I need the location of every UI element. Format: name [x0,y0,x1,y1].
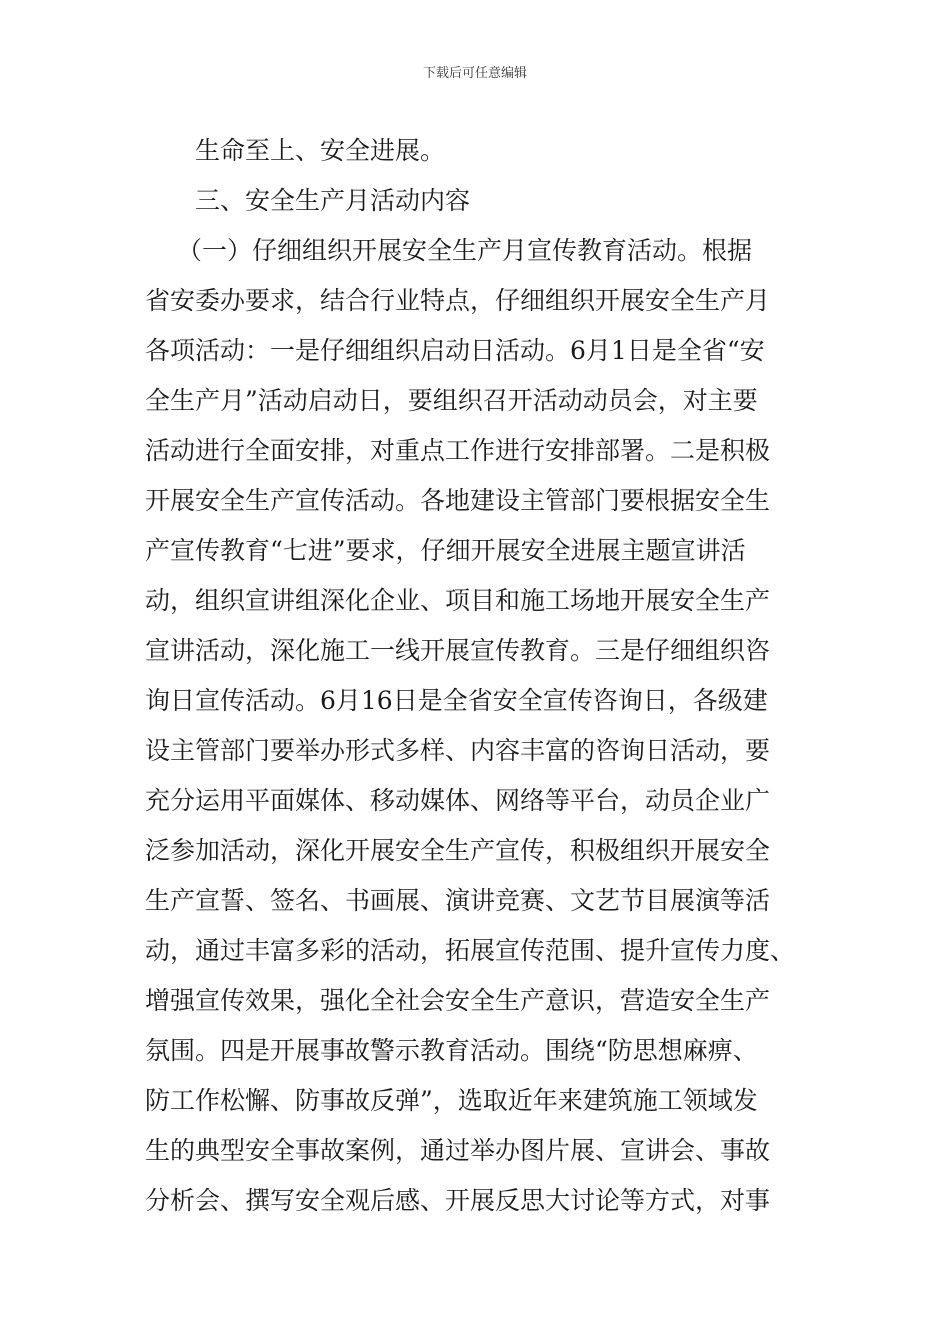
paragraph-line: 全生产月”活动启动日，要组织召开活动动员会，对主要 [145,386,758,415]
paragraph-line: 各项活动：一是仔细组织启动日活动。6月1日是全省“安 [145,336,765,365]
paragraph-line: 活动进行全面安排，对重点工作进行安排部署。二是积极 [145,436,771,465]
paragraph-line: 分析会、撰写安全观后感、开展反思大讨论等方式，对事 [145,1186,771,1215]
paragraph-line: 充分运用平面媒体、移动媒体、网络等平台，动员企业广 [145,786,771,815]
paragraph-line: 生命至上、安全进展。 [195,136,446,165]
paragraph-line: 防工作松懈、防事故反弹”，选取近年来建筑施工领域发 [145,1086,758,1115]
paragraph-line: 产宣传教育“七进”要求，仔细开展安全进展主题宣讲活 [145,536,746,565]
paragraph-line: 开展安全生产宣传活动。各地建设主管部门要根据安全生 [145,486,771,515]
document-body [145,126,807,1226]
paragraph-line: 氛围。四是开展事故警示教育活动。围绕“防思想麻痹、 [145,1036,758,1065]
paragraph-line: 泛参加活动，深化开展安全生产宣传，积极组织开展安全 [145,836,771,865]
paragraph-line: 生产宣誓、签名、书画展、演讲竞赛、文艺节目展演等活 [145,886,771,915]
paragraph-line: 增强宣传效果，强化全社会安全生产意识，营造安全生产 [145,986,771,1015]
page-header: 下载后可任意编辑 [422,66,527,81]
paragraph-line: 动，通过丰富多彩的活动，拓展宣传范围、提升宣传力度、 [145,936,796,965]
subsection-heading-line: （一）仔细组织开展安全生产月宣传教育活动。根据 [177,236,753,265]
paragraph-line: 宣讲活动，深化施工一线开展宣传教育。三是仔细组织咨 [145,636,771,665]
paragraph-line: 生的典型安全事故案例，通过举办图片展、宣讲会、事故 [145,1136,771,1165]
paragraph-line: 设主管部门要举办形式多样、内容丰富的咨询日活动，要 [145,736,771,765]
paragraph-line: 询日宣传活动。6月16日是全省安全宣传咨询日，各级建 [145,686,768,715]
paragraph-line: 省安委办要求，结合行业特点，仔细组织开展安全生产月 [145,286,771,315]
section-heading: 三、安全生产月活动内容 [195,186,471,215]
paragraph-line: 动，组织宣讲组深化企业、项目和施工场地开展安全生产 [145,586,771,615]
